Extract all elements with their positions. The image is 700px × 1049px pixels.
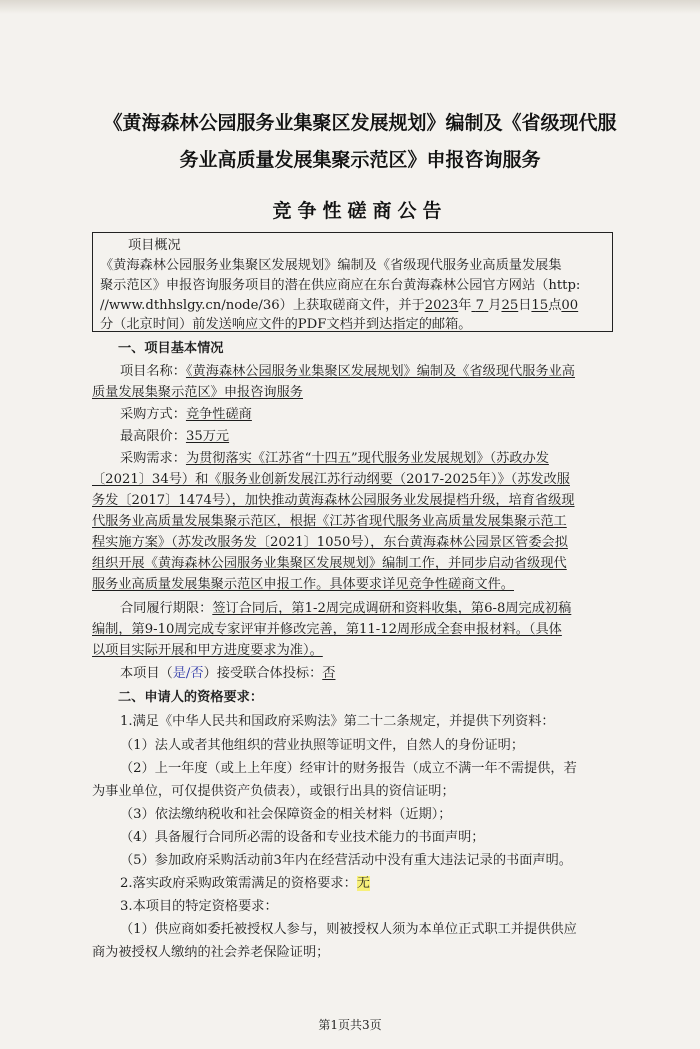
month-unit: 月 — [488, 298, 502, 313]
overview-line-1: 《黄海森林公园服务业集聚区发展规划》编制及《省级现代服务业高质量发展集 — [100, 258, 562, 273]
overview-line-3 — [100, 298, 578, 314]
qualification-sub-5: （5）参加政府采购活动前3年内在经营活动中没有重大违法记录的书面声明。 — [120, 853, 572, 868]
title-line-2: 务业高质量发展集聚示范区》申报咨询服务 — [179, 149, 541, 171]
deadline-year: 2023 — [424, 298, 459, 313]
procurement-method-label: 采购方式： — [120, 407, 186, 422]
deadline-hour: 15 — [531, 298, 549, 313]
requirement-line-6: 组织开展《黄海森林公园服务业集聚区发展规划》编制工作，并同步启动省级现代 — [92, 556, 567, 571]
overview-line-3-text: //www.dthhslgy.cn/node/36）上获取磋商文件，并于 — [100, 298, 425, 313]
qualification-item-3-sub-1-line-1: （1）供应商如委托被授权人参与，则被授权人须为本单位正式职工并提供供应 — [120, 922, 577, 937]
hour-unit: 点 — [548, 298, 562, 313]
section-1-heading: 一、项目基本情况 — [118, 341, 224, 356]
qualification-sub-3: （3）依法缴纳税收和社会保障资金的相关材料（近期）； — [120, 807, 452, 822]
qualification-item-2-value: 无 — [356, 876, 370, 891]
overview-heading: 项目概况 — [128, 238, 181, 253]
requirement-row-1 — [120, 451, 549, 467]
requirement-line-5: 程实施方案》（苏发改服务发〔2021〕1050号），东台黄海森林公园景区管委会拟 — [92, 535, 568, 550]
requirement-label: 采购需求： — [120, 451, 186, 466]
scan-edge — [0, 0, 700, 14]
day-unit: 日 — [518, 298, 532, 313]
requirement-line-2: 〔2021〕34号）和《服务业创新发展江苏行动纲要（2017-2025年）》（苏发改服 — [92, 472, 570, 487]
year-unit: 年 — [458, 298, 472, 313]
qualification-sub-4: （4）具备履行合同所必需的设备和专业技术能力的书面声明； — [120, 830, 485, 845]
qualification-sub-2-line-1: （2）上一年度（或上上年度）经审计的财务报告（成立不满一年不需提供，若 — [120, 761, 577, 776]
page-footer: 第1页共3页 — [318, 1018, 382, 1032]
contract-period-line-2: 编制，第9-10周完成专家评审并修改完善，第11-12周形成全套申报材料。（具体 — [92, 622, 562, 637]
consortium-row — [120, 666, 335, 682]
qualification-sub-1: （1）法人或者其他组织的营业执照等证明文件，自然人的身份证明； — [120, 738, 525, 753]
qualification-item-2-label: 2.落实政府采购政策需满足的资格要求： — [120, 876, 357, 891]
document-type-heading: 竞争性磋商公告 — [272, 200, 448, 222]
qualification-item-3: 3.本项目的特定资格要求： — [120, 899, 278, 914]
overview-line-2: 聚示范区》申报咨询服务项目的潜在供应商应在东台黄海森林公园官方网站（http: — [100, 278, 581, 293]
contract-period-line-1: 签订合同后，第1-2周完成调研和资料收集，第6-8周完成初稿 — [212, 601, 572, 616]
max-price-row — [120, 429, 229, 445]
requirement-line-4: 代服务业高质量发展集聚示范区，根据《江苏省现代服务业高质量发展集聚示范工 — [92, 514, 567, 529]
overview-line-4: 分（北京时间）前发送响应文件的PDF文档并到达指定的邮箱。 — [100, 317, 472, 332]
project-name-label: 项目名称： — [120, 364, 186, 379]
procurement-method-row — [120, 407, 252, 423]
max-price-label: 最高限价： — [120, 429, 186, 444]
consortium-post: ）接受联合体投标： — [203, 666, 323, 681]
month-value: 7 — [475, 298, 485, 313]
qualification-item-3-sub-1-line-2: 商为被授权人缴纳的社会养老保险证明； — [92, 945, 330, 960]
project-name-row — [120, 364, 575, 380]
requirement-line-3: 务发〔2017〕1474号），加快推动黄海森林公园服务业发展提档升级，培育省级现 — [92, 493, 575, 508]
procurement-method-value: 竞争性磋商 — [185, 407, 252, 422]
consortium-choice: 是/否 — [172, 666, 204, 681]
contract-period-label: 合同履行期限： — [120, 601, 213, 616]
deadline-minute: 00 — [561, 298, 579, 313]
project-name-value-1: 《黄海森林公园服务业集聚区发展规划》编制及《省级现代服务业高 — [185, 364, 575, 379]
consortium-value: 否 — [322, 666, 336, 681]
deadline-day: 25 — [501, 298, 519, 313]
contract-period-row — [120, 601, 571, 617]
section-2-heading: 二、申请人的资格要求： — [118, 690, 264, 705]
requirement-line-1: 为贯彻落实《江苏省“十四五”现代服务业发展规划》（苏政办发 — [185, 451, 549, 466]
deadline-month — [471, 298, 488, 313]
project-name-value-2: 质量发展集聚示范区》申报咨询服务 — [92, 385, 303, 400]
qualification-item-1: 1.满足《中华人民共和国政府采购法》第二十二条规定，并提供下列资料： — [120, 714, 555, 729]
qualification-item-2 — [120, 876, 370, 892]
max-price-value: 35万元 — [185, 429, 230, 444]
requirement-line-7: 服务业高质量发展集聚示范区申报工作。具体要求详见竞争性磋商文件。 — [92, 577, 514, 592]
contract-period-line-3: 以项目实际开展和甲方进度要求为准）。 — [92, 643, 323, 658]
qualification-sub-2-line-2: 为事业单位，可仅提供资产负债表），或银行出具的资信证明； — [92, 784, 455, 799]
title-line-1: 《黄海森林公园服务业集聚区发展规划》编制及《省级现代服 — [103, 112, 617, 134]
consortium-pre: 本项目（ — [120, 666, 173, 681]
